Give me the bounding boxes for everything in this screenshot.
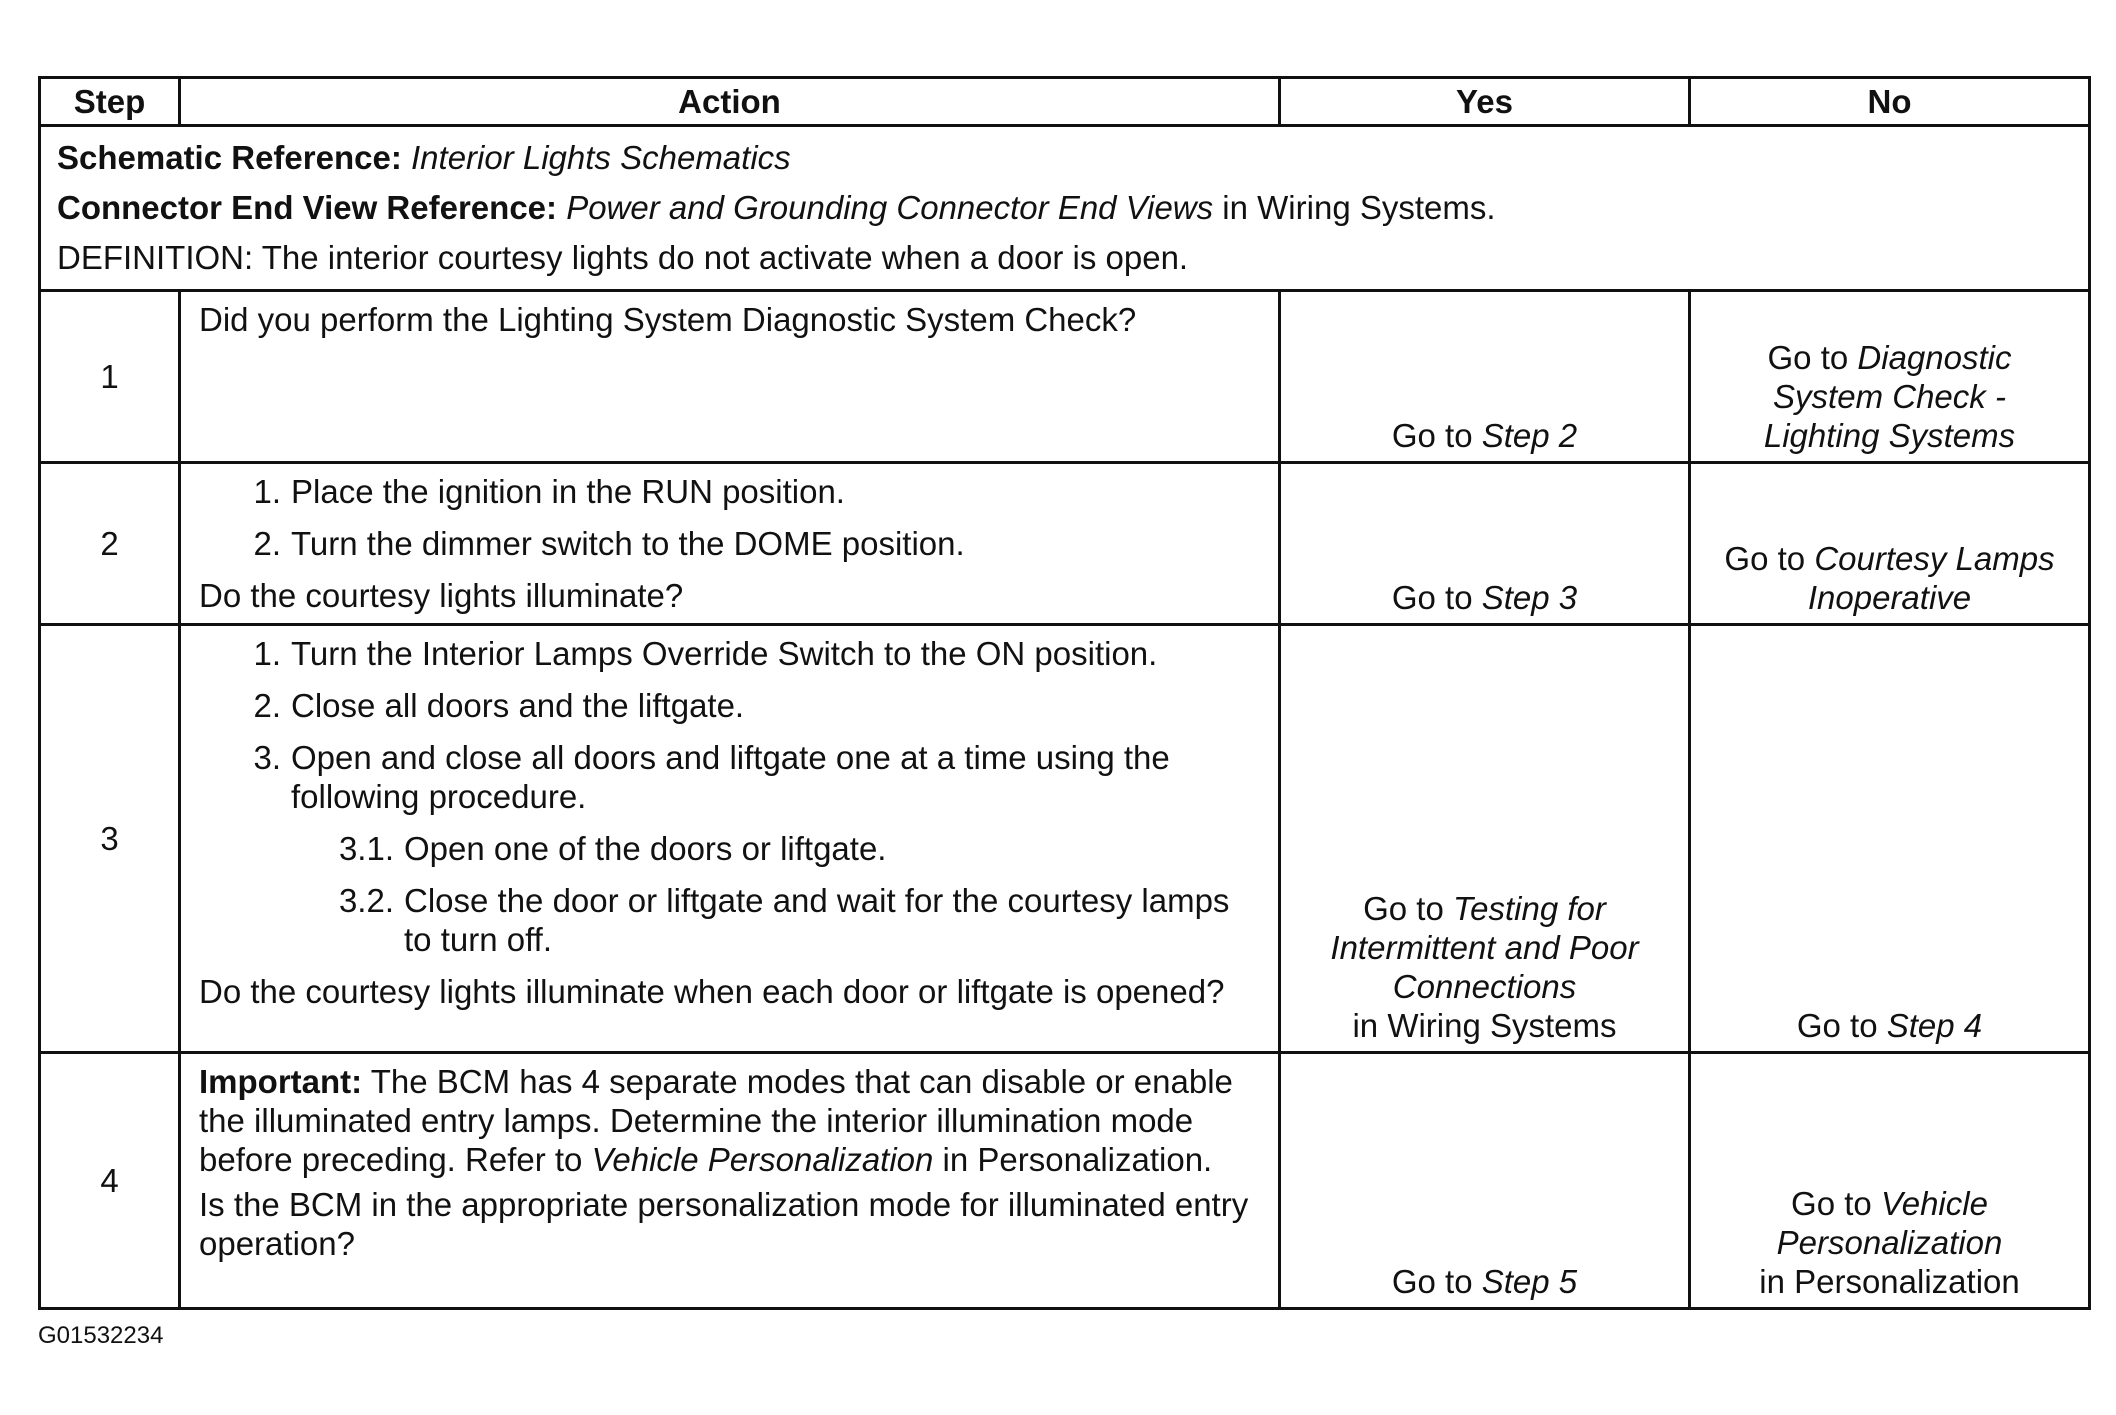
no-prefix: Go to <box>1767 339 1858 376</box>
step-number: 3 <box>40 625 180 1053</box>
header-no: No <box>1690 78 2090 126</box>
yes-suffix: in Wiring Systems <box>1352 1007 1617 1044</box>
list-text: Turn the dimmer switch to the DOME position. <box>291 525 965 562</box>
no-cell <box>1690 1053 2090 1309</box>
sub-list-item <box>199 881 1260 959</box>
important-link[interactable]: Vehicle Personalization <box>591 1141 934 1178</box>
table-row <box>40 291 2090 463</box>
list-number: 3. <box>253 739 281 776</box>
step-question: Do the courtesy lights illuminate? <box>199 577 684 614</box>
schematic-label: Schematic Reference: <box>57 139 402 176</box>
header-step: Step <box>40 78 180 126</box>
figure-id: G01532234 <box>38 1322 164 1349</box>
list-item <box>199 738 1260 816</box>
header-action: Action <box>180 78 1280 126</box>
connector-link[interactable]: Power and Grounding Connector End Views <box>566 189 1214 226</box>
list-text: Open one of the doors or liftgate. <box>404 830 887 867</box>
step-question: Did you perform the Lighting System Diagnostic System Check? <box>199 301 1137 338</box>
schematic-link[interactable]: Interior Lights Schematics <box>411 139 791 176</box>
no-prefix: Go to <box>1791 1185 1881 1222</box>
important-text: The BCM has 4 separate modes that can disable or enable the illuminated entry lamps. Determine the interior illumination mode before preceding. Refer to <box>199 1063 1233 1178</box>
sub-list-item <box>199 829 1260 868</box>
action-cell <box>180 463 1280 625</box>
action-cell <box>180 1053 1280 1309</box>
list-item <box>199 472 1260 511</box>
yes-cell <box>1280 463 1690 625</box>
list-number: 1. <box>253 473 281 510</box>
schematic-reference <box>57 133 2072 183</box>
yes-link[interactable]: Step 3 <box>1481 579 1578 616</box>
no-prefix: Go to <box>1796 1007 1887 1044</box>
list-text: Open and close all doors and liftgate one at a time using the following procedure. <box>291 739 1170 815</box>
yes-cell <box>1280 1053 1690 1309</box>
action-cell <box>180 291 1280 463</box>
connector-label: Connector End View Reference: <box>57 189 558 226</box>
step-number: 2 <box>40 463 180 625</box>
step-question: Is the BCM in the appropriate personalization mode for illuminated entry operation? <box>199 1186 1249 1262</box>
list-text: Close all doors and the liftgate. <box>291 687 745 724</box>
list-number: 2. <box>253 525 281 562</box>
reference-cell <box>40 126 2090 291</box>
important-suffix: in Personalization. <box>933 1141 1213 1178</box>
yes-prefix: Go to <box>1391 579 1482 616</box>
table-row <box>40 1053 2090 1309</box>
no-prefix: Go to <box>1724 540 1815 577</box>
step-question: Do the courtesy lights illuminate when each door or liftgate is opened? <box>199 973 1225 1010</box>
definition-text: DEFINITION: The interior courtesy lights do not activate when a door is open. <box>57 239 1189 276</box>
step-number: 1 <box>40 291 180 463</box>
connector-suffix: in Wiring Systems. <box>1213 189 1496 226</box>
no-link[interactable]: Step 4 <box>1886 1007 1983 1044</box>
list-number: 3.1. <box>338 830 394 867</box>
no-link[interactable]: Vehicle Personalization <box>1776 1185 2003 1261</box>
yes-link[interactable]: Step 5 <box>1481 1263 1578 1300</box>
no-cell <box>1690 463 2090 625</box>
table-row <box>40 463 2090 625</box>
list-text: Place the ignition in the RUN position. <box>291 473 845 510</box>
diagnostic-table <box>38 76 2091 1310</box>
list-text: Turn the Interior Lamps Override Switch to the ON position. <box>291 635 1158 672</box>
list-number: 1. <box>253 635 281 672</box>
no-link[interactable]: Diagnostic System Check - Lighting Systems <box>1763 339 2016 454</box>
reference-row <box>40 126 2090 291</box>
header-yes: Yes <box>1280 78 1690 126</box>
header-row <box>40 78 2090 126</box>
list-number: 3.2. <box>338 882 394 919</box>
action-cell <box>180 625 1280 1053</box>
yes-cell <box>1280 291 1690 463</box>
table-row <box>40 625 2090 1053</box>
no-cell <box>1690 291 2090 463</box>
yes-link[interactable]: Step 2 <box>1481 417 1578 454</box>
yes-link[interactable]: Testing for Intermittent and Poor Connections <box>1330 890 1639 1005</box>
yes-prefix: Go to <box>1391 417 1482 454</box>
list-number: 2. <box>253 687 281 724</box>
connector-reference <box>57 183 2072 233</box>
yes-prefix: Go to <box>1363 890 1453 927</box>
yes-prefix: Go to <box>1391 1263 1482 1300</box>
list-item <box>199 524 1260 563</box>
step-number: 4 <box>40 1053 180 1309</box>
no-suffix: in Personalization <box>1759 1263 2020 1300</box>
important-note <box>199 1062 1260 1179</box>
list-item <box>199 634 1260 673</box>
list-text: Close the door or liftgate and wait for the courtesy lamps to turn off. <box>404 882 1230 958</box>
important-label: Important: <box>199 1063 363 1100</box>
no-cell <box>1690 625 2090 1053</box>
yes-cell <box>1280 625 1690 1053</box>
list-item <box>199 686 1260 725</box>
no-link[interactable]: Courtesy Lamps Inoperative <box>1807 540 2055 616</box>
